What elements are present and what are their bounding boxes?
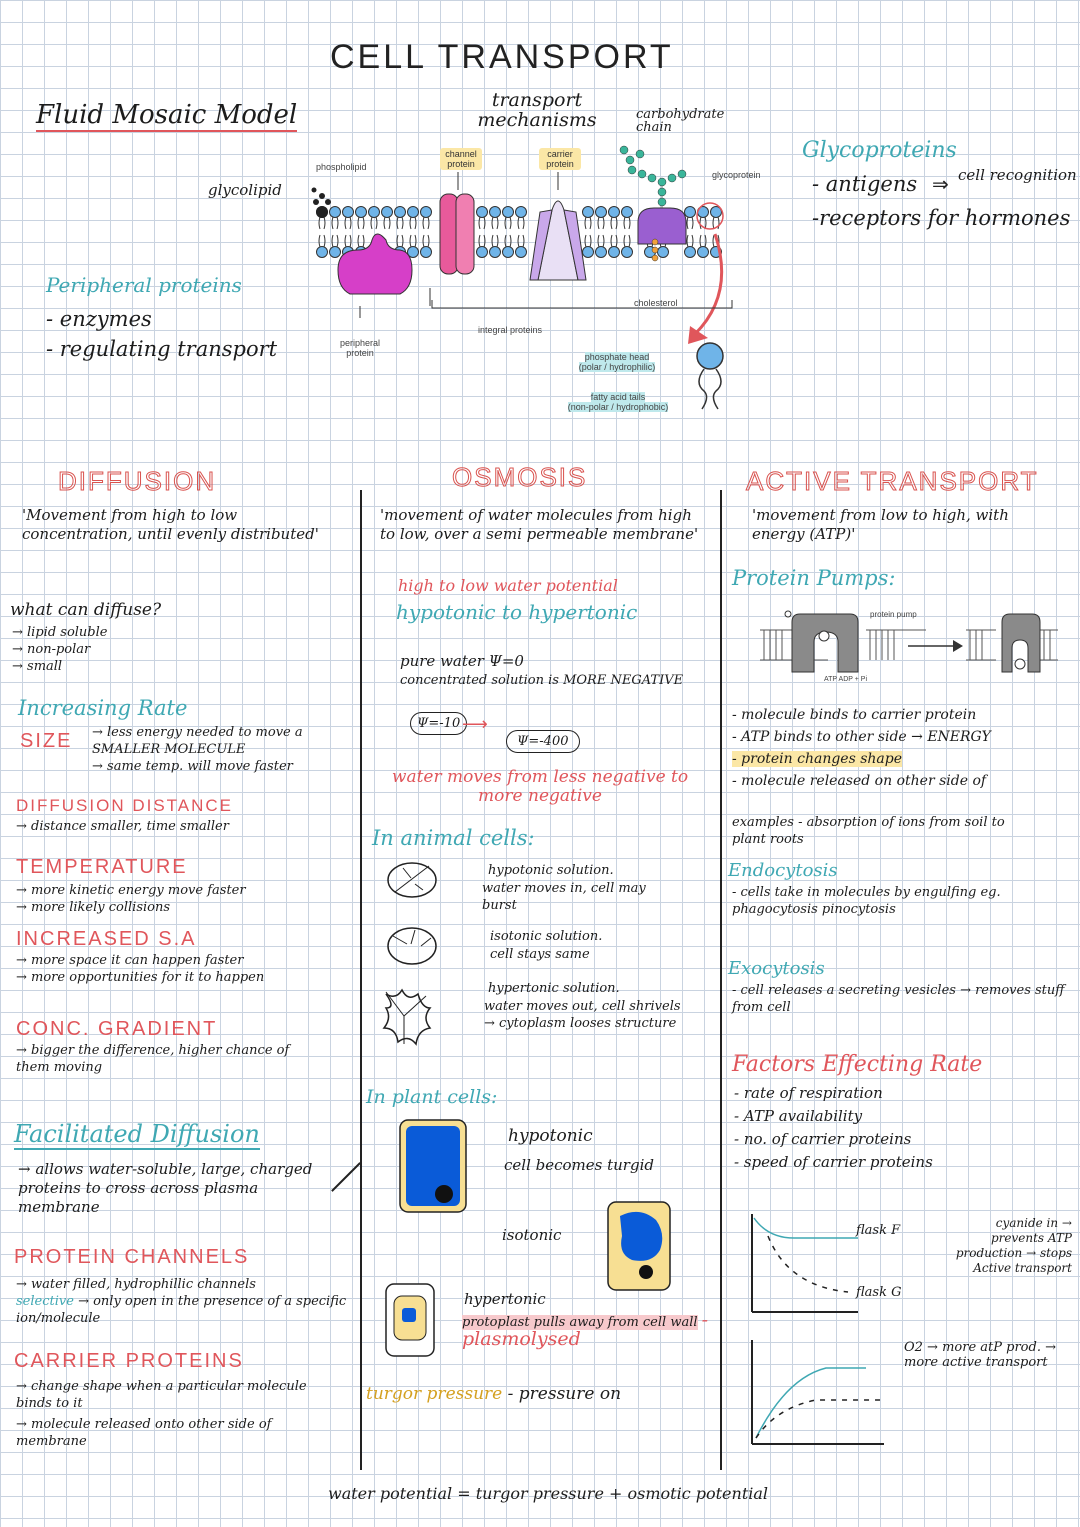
plant-hypotonic-text: cell becomes turgid xyxy=(504,1156,654,1174)
fatty-acid-tails-label: fatty acid tails (non-polar / hydrophobic) xyxy=(567,392,669,412)
animal-cell-isotonic-icon xyxy=(385,924,439,968)
diffusion-definition: 'Movement from high to low concentration, until evenly distributed' xyxy=(22,506,319,543)
plant-cell-hypotonic-icon xyxy=(398,1118,468,1214)
diffusion-distance-text: → distance smaller, time smaller xyxy=(16,819,229,834)
osmosis-line-1: high to low water potential xyxy=(398,576,618,595)
peripheral-protein-label: peripheral protein xyxy=(339,338,381,358)
animal-hypotonic-text: water moves in, cell may burst xyxy=(482,881,646,913)
carbohydrate-chain-icon xyxy=(620,146,686,208)
atp-adp-label: ATP ADP + Pi xyxy=(824,676,867,683)
glycoprotein-shape xyxy=(638,208,686,244)
animal-hypertonic-text: water moves out, cell shrivels → cytoplasm looses structure xyxy=(484,999,681,1031)
increased-sa-heading: INCREASED S.A xyxy=(16,928,197,950)
oxygen-graph xyxy=(748,1338,888,1448)
list-item: - rate of respiration xyxy=(734,1084,883,1102)
carbohydrate-chain-label: carbohydrate chain xyxy=(636,107,725,135)
increasing-rate-heading: Increasing Rate xyxy=(18,696,188,720)
list-item: - ATP availability xyxy=(734,1107,863,1125)
carrier-protein-label: carrier protein xyxy=(539,148,581,170)
membrane-diagram xyxy=(290,130,750,420)
exocytosis-heading: Exocytosis xyxy=(728,958,825,979)
protein-pump-label: protein pump xyxy=(870,610,917,619)
what-can-diffuse-list xyxy=(12,624,107,675)
cyanide-graph xyxy=(748,1212,860,1316)
animal-cell-hypotonic-icon xyxy=(385,858,439,902)
list-item: - speed of carrier proteins xyxy=(734,1153,933,1171)
plant-hypertonic-title: hypertonic xyxy=(464,1290,546,1308)
diffusion-distance-heading: DIFFUSION DISTANCE xyxy=(16,796,234,815)
list-item: → same temp. will move faster xyxy=(92,759,293,774)
protein-channels-heading: PROTEIN CHANNELS xyxy=(14,1246,250,1268)
animal-hypotonic-title: hypotonic solution. xyxy=(488,863,614,878)
active-transport-steps xyxy=(732,704,1072,792)
what-can-diffuse-heading: what can diffuse? xyxy=(10,600,162,620)
flask-g-label: flask G xyxy=(856,1285,902,1300)
channel-protein-shape xyxy=(440,194,474,274)
animal-isotonic-title: isotonic solution. xyxy=(490,929,603,944)
column-divider-right xyxy=(720,490,722,1470)
page-title: CELL TRANSPORT xyxy=(330,38,674,76)
active-transport-heading: ACTIVE TRANSPORT xyxy=(746,466,1039,496)
phospholipid-zoom-icon xyxy=(697,343,723,409)
divider-stroke xyxy=(331,1162,361,1192)
protein-pumps-heading: Protein Pumps: xyxy=(732,566,896,590)
cyanide-note: cyanide in → prevents ATP production → stops Active transport xyxy=(955,1216,1072,1275)
water-moves-text: water moves from less negative to more negative xyxy=(391,767,689,806)
list-item: → more opportunities for it to happen xyxy=(16,970,265,985)
animal-isotonic-text: cell stays same xyxy=(490,947,590,962)
plant-isotonic-title: isotonic xyxy=(502,1226,562,1244)
conc-gradient-heading: CONC. GRADIENT xyxy=(16,1018,218,1040)
list-item: → more kinetic energy move faster xyxy=(16,883,246,898)
temperature-list xyxy=(16,882,246,916)
pump-shape-open xyxy=(792,614,858,672)
active-transport-definition: 'movement from low to high, with energy (ATP)' xyxy=(752,506,1009,543)
turgor-pressure-label: turgor pressure - pressure on xyxy=(366,1384,622,1404)
protein-channels-text: → water filled, hydrophillic channels selective → only open in the presence of a specific ion/molecule xyxy=(16,1277,347,1326)
phosphate-head-label: phosphate head (polar / hydrophilic) xyxy=(578,352,656,372)
animal-hypertonic-title: hypertonic solution. xyxy=(488,981,620,996)
facilitated-diffusion-text: → allows water-soluble, large, charged proteins to cross across plasma membrane xyxy=(18,1160,313,1216)
cholesterol-label: cholesterol xyxy=(634,298,678,308)
list-item: → more likely collisions xyxy=(16,900,171,915)
exocytosis-text: - cell releases a secreting vesicles → removes stuff from cell xyxy=(732,983,1065,1015)
list-item: - ATP binds to other side → ENERGY xyxy=(732,729,991,745)
plant-cell-hypertonic-icon xyxy=(384,1282,436,1358)
animal-cells-heading: In animal cells: xyxy=(372,826,535,850)
endocytosis-text: - cells take in molecules by engulfing eg. phagocytosis pinocytosis xyxy=(732,885,1001,917)
glycoproteins-item-antigens: - antigens xyxy=(812,172,918,196)
list-item: - no. of carrier proteins xyxy=(734,1130,912,1148)
list-item: → change shape when a particular molecule binds to it xyxy=(16,1379,307,1411)
psi-right-box: Ψ=-400 xyxy=(506,730,580,753)
carrier-proteins-heading: CARRIER PROTEINS xyxy=(14,1350,244,1372)
phospholipid-label: phospholipid xyxy=(316,162,367,172)
channel-protein-label: channel protein xyxy=(440,148,482,170)
facilitated-diffusion-heading: Facilitated Diffusion xyxy=(14,1120,260,1148)
list-item: → non-polar xyxy=(12,642,91,657)
transport-mechanisms-label: transport mechanisms xyxy=(477,89,597,131)
glycoproteins-item-receptors: -receptors for hormones xyxy=(812,206,1071,230)
concentrated-text: concentrated solution is MORE NEGATIVE xyxy=(400,673,684,688)
diffusion-heading: DIFFUSION xyxy=(58,466,217,496)
list-item: → lipid soluble xyxy=(12,625,108,640)
animal-cell-hypertonic-icon xyxy=(372,984,436,1048)
plant-hypotonic-title: hypotonic xyxy=(508,1126,593,1146)
peripheral-protein-shape xyxy=(338,234,412,294)
carrier-proteins-list xyxy=(16,1378,346,1450)
peripheral-proteins-list xyxy=(46,304,277,364)
conc-gradient-text: → bigger the difference, higher chance of them moving xyxy=(16,1043,290,1075)
size-heading: SIZE xyxy=(20,730,73,752)
flask-f-label: flask F xyxy=(856,1223,901,1238)
temperature-heading: TEMPERATURE xyxy=(16,856,188,878)
glycoprotein-label: glycoprotein xyxy=(712,170,761,180)
plant-cell-isotonic-icon xyxy=(606,1200,672,1292)
arrow-right-icon: ⇒ xyxy=(932,172,949,196)
plant-cells-heading: In plant cells: xyxy=(366,1086,498,1108)
fluid-mosaic-heading: Fluid Mosaic Model xyxy=(36,100,298,130)
increased-sa-list xyxy=(16,952,346,986)
list-item: - molecule binds to carrier protein xyxy=(732,707,977,723)
factors-list xyxy=(734,1082,1064,1174)
list-item: - molecule released on other side of xyxy=(732,773,987,789)
glycolipid-label: glycolipid xyxy=(208,181,282,199)
osmosis-definition: 'movement of water molecules from high to low, over a semi permeable membrane' xyxy=(380,506,699,543)
water-potential-equation: water potential = turgor pressure + osmotic potential xyxy=(328,1484,769,1503)
list-item: → more space it can happen faster xyxy=(16,953,244,968)
arrow-icon: ⟶ xyxy=(462,714,488,735)
list-item: → small xyxy=(12,659,63,674)
factors-heading: Factors Effecting Rate xyxy=(732,1052,983,1077)
endocytosis-heading: Endocytosis xyxy=(728,860,838,881)
peripheral-proteins-heading: Peripheral proteins xyxy=(46,273,242,297)
integral-proteins-label: integral proteins xyxy=(478,325,543,335)
size-list xyxy=(92,724,354,775)
plant-hypertonic-text: protoplast pulls away from cell wall - plasmolysed xyxy=(462,1309,709,1350)
list-item: - regulating transport xyxy=(46,337,278,361)
osmosis-heading: OSMOSIS xyxy=(452,462,588,492)
pure-water-text: pure water Ψ=0 xyxy=(400,652,524,670)
glycolipid-icon xyxy=(312,188,332,219)
column-divider-left xyxy=(360,490,362,1470)
glycoproteins-item-cell-recognition: cell recognition xyxy=(958,166,1077,184)
oxygen-note: O2 → more atP prod. → more active transport xyxy=(904,1340,1056,1370)
osmosis-line-2: hypotonic to hypertonic xyxy=(396,600,638,624)
glycoproteins-heading: Glycoproteins xyxy=(802,138,957,163)
list-item: → less energy needed to move a SMALLER MOLECULE xyxy=(92,725,303,757)
list-item: → molecule released onto other side of membrane xyxy=(16,1417,272,1449)
cholesterol-icon xyxy=(652,239,658,261)
list-item: - protein changes shape xyxy=(732,751,903,767)
list-item: - enzymes xyxy=(46,307,152,331)
psi-left-box: Ψ=-10 xyxy=(410,712,467,735)
active-examples-text: examples - absorption of ions from soil to plant roots xyxy=(732,815,1005,847)
